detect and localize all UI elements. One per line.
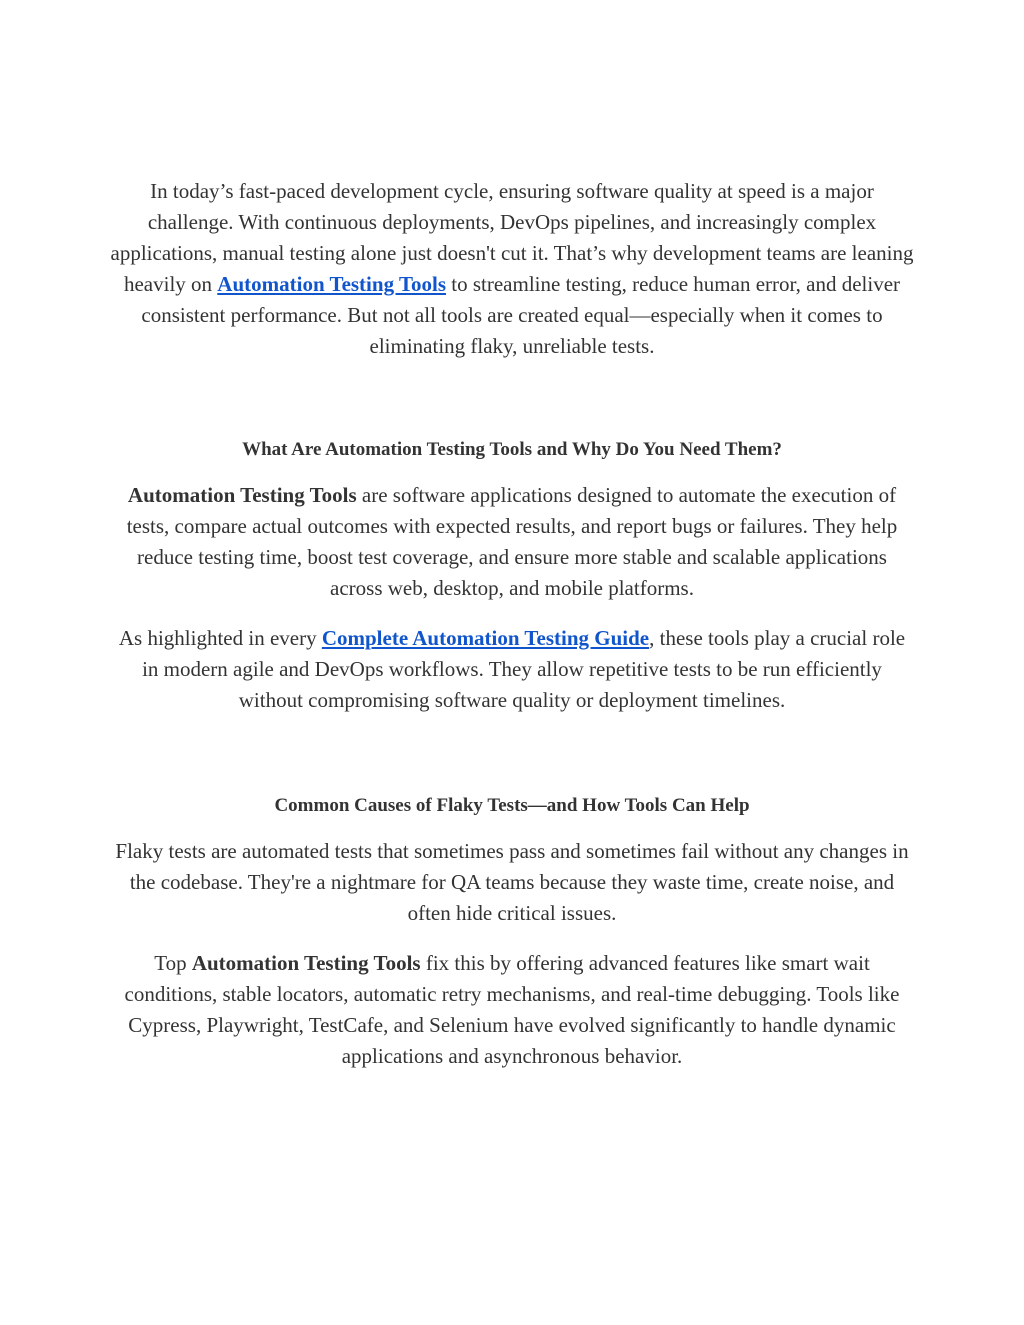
intro-text-end: to streamline testing, reduce human error, and deliver consistent performance. But not all tools are created equal—especially when it comes to eliminating flaky, unreliable tests.	[141, 272, 901, 358]
intro-paragraph	[110, 176, 914, 362]
section1-paragraph-1-text: are software applications designed to automate the execution of tests, compare actual outcomes with expected results, and report bugs or failures. They help reduce testing time, boost test coverage, and ensure more stable and scalable applications across web, desktop, and mobile platforms.	[126, 483, 898, 600]
section2-paragraph-2-end: fix this by offering advanced features like smart wait conditions, stable locators, automatic retry mechanisms, and real-time debugging. Tools like Cypress, Playwright, TestCafe, and Selenium have evolved significantly to handle dynamic applications and asynchronous behavior.	[124, 951, 900, 1068]
section-spacer	[110, 735, 914, 793]
section2-heading: Common Causes of Flaky Tests—and How Tools Can Help	[274, 795, 750, 816]
section2-paragraph-2	[110, 948, 914, 1072]
article-body	[110, 176, 914, 1091]
section1-term: Automation Testing Tools	[127, 483, 357, 507]
section1-heading: What Are Automation Testing Tools and Why Do You Need Them?	[242, 439, 782, 460]
intro-text-start: In today’s fast-paced development cycle, ensuring software quality at speed is a major challenge. With continuous deployments, DevOps pipelines, and increasingly complex applications, manual testing alone just doesn't cut it. That’s why development teams are leaning heavily on	[110, 179, 914, 296]
section1-paragraph-1	[110, 480, 914, 604]
section1-paragraph-2	[110, 623, 914, 716]
section1-paragraph-2-start: As highlighted in every	[118, 626, 322, 650]
section1-paragraph-2-end: , these tools play a crucial role in modern agile and DevOps workflows. They allow repetitive tests to be run efficiently without compromising software quality or deployment timelines.	[142, 626, 906, 712]
section-spacer	[110, 381, 914, 437]
automation-testing-tools-link[interactable]: Automation Testing Tools	[217, 272, 447, 296]
complete-automation-testing-guide-link[interactable]: Complete Automation Testing Guide	[321, 626, 650, 650]
section2-term: Automation Testing Tools	[191, 951, 421, 975]
section2-paragraph-2-start: Top	[154, 951, 192, 975]
section2-paragraph-1: Flaky tests are automated tests that sometimes pass and sometimes fail without any changes in the codebase. They're a nightmare for QA teams because they waste time, create noise, and often hide critical issues.	[115, 839, 909, 925]
